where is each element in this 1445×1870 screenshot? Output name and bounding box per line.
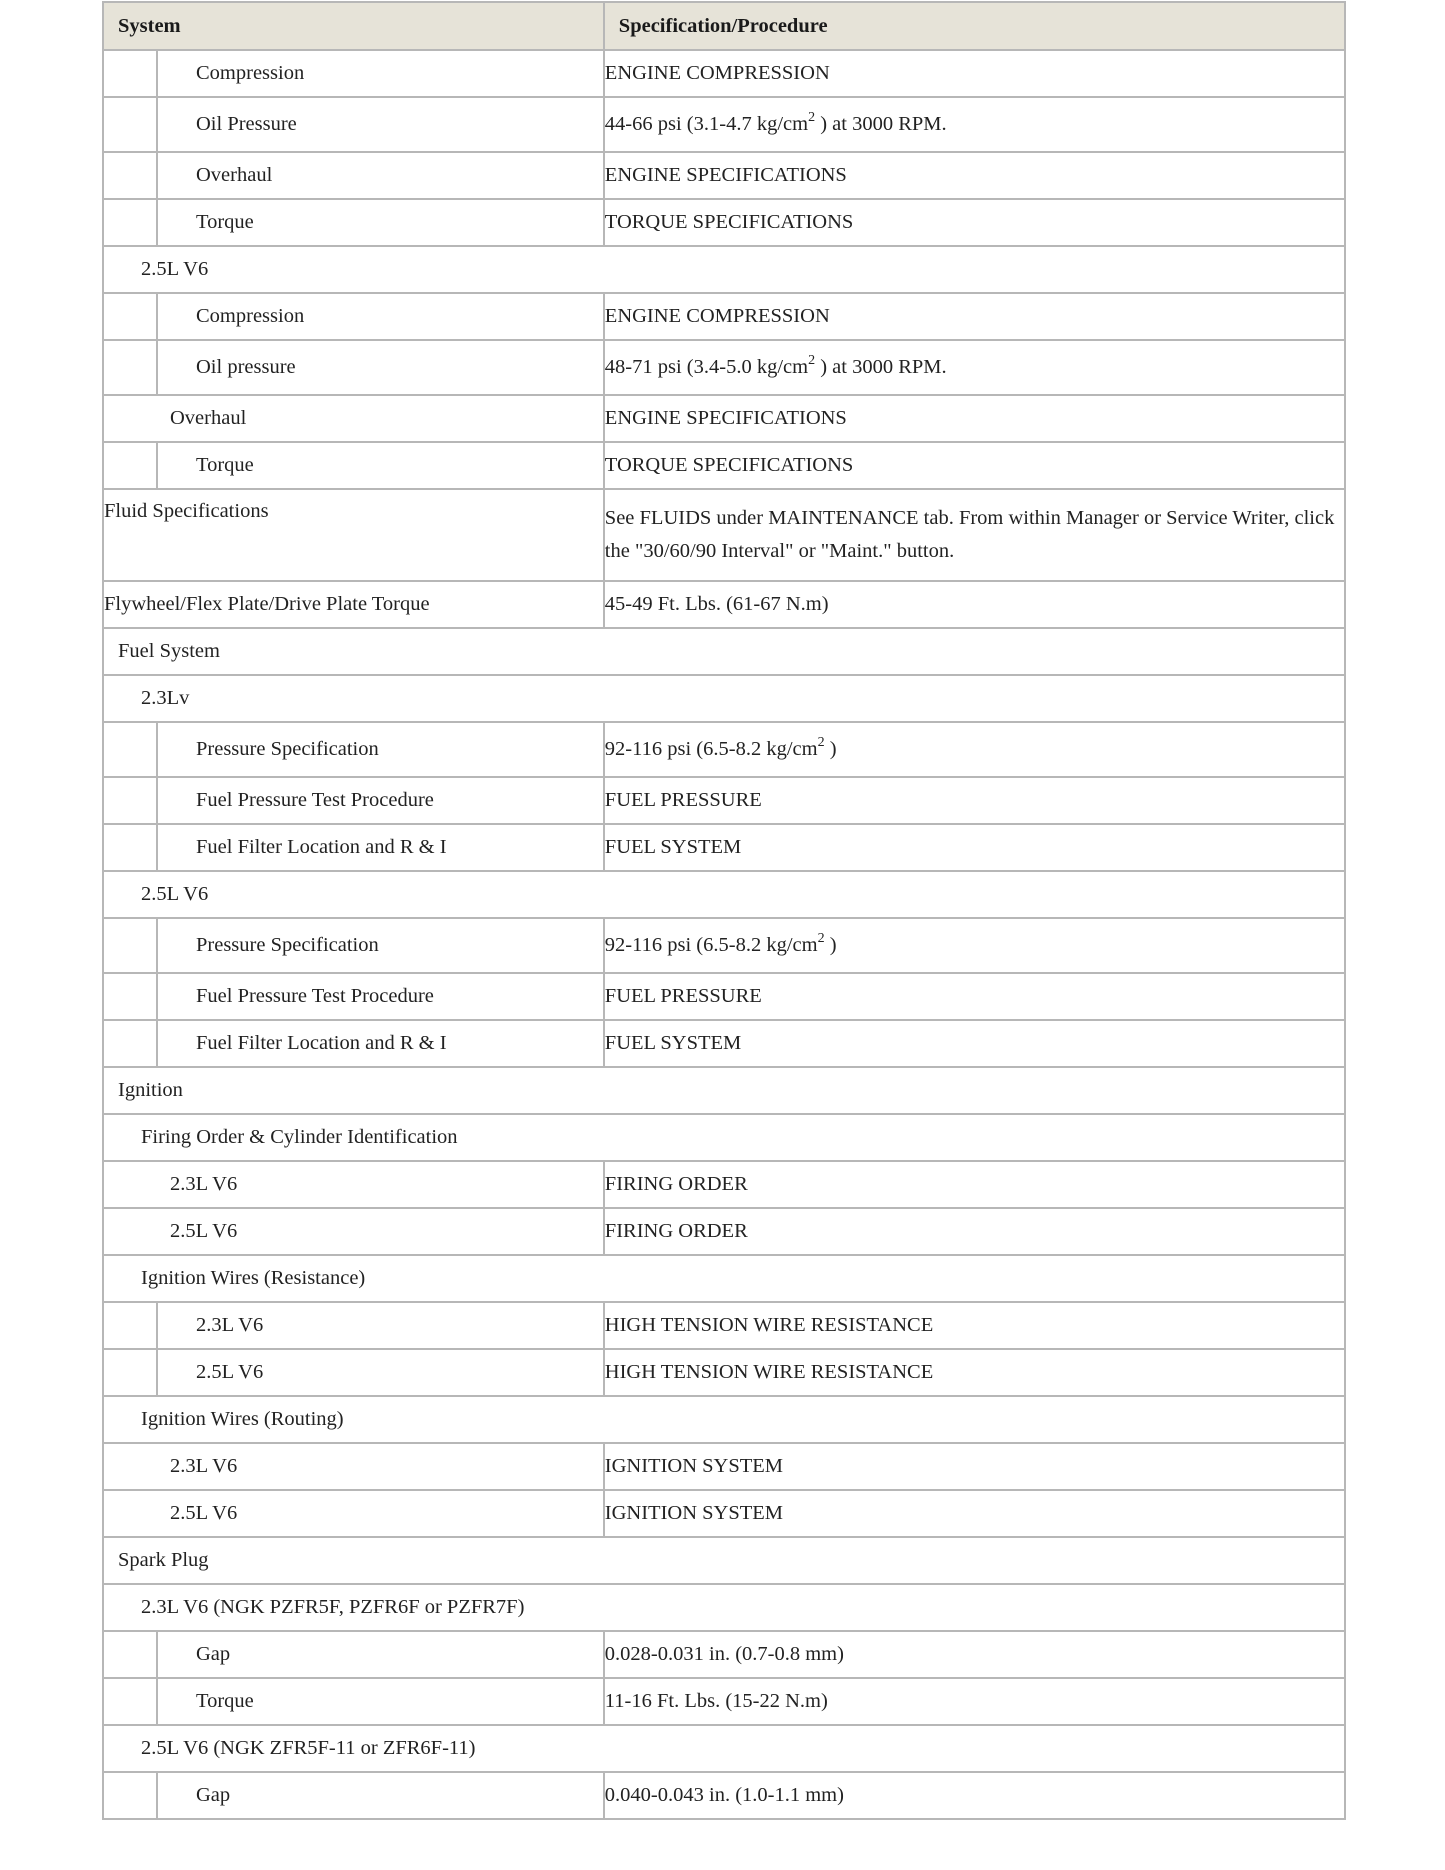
section-label: Ignition (103, 1067, 1345, 1114)
row-label: Overhaul (196, 164, 273, 186)
row-label: Torque (196, 454, 254, 476)
row-label: 2.3L V6 (170, 1173, 238, 1195)
table-header-row (103, 2, 1345, 50)
row-label: 2.3L V6 (170, 1455, 238, 1477)
row-label: Compression (196, 305, 305, 327)
row-value: ENGINE SPECIFICATIONS (604, 395, 1345, 442)
row-value: TORQUE SPECIFICATIONS (604, 442, 1345, 489)
row-label: Torque (196, 1690, 254, 1712)
table-row (103, 442, 1345, 489)
header-specification: Specification/Procedure (604, 2, 1345, 50)
table-row (103, 1255, 1345, 1302)
row-label: 2.3L V6 (196, 1314, 264, 1336)
table-row (103, 489, 1345, 581)
group-label: 2.5L V6 (NGK ZFR5F-11 or ZFR6F-11) (103, 1725, 1345, 1772)
row-label: Gap (196, 1643, 231, 1665)
row-label: Fluid Specifications (103, 489, 604, 581)
table-row (103, 1772, 1345, 1819)
table-row (103, 871, 1345, 918)
table-row (103, 777, 1345, 824)
table-row (103, 152, 1345, 199)
table-row (103, 340, 1345, 395)
table-row (103, 1396, 1345, 1443)
header-system: System (103, 2, 604, 50)
table-row (103, 1678, 1345, 1725)
row-value: HIGH TENSION WIRE RESISTANCE (604, 1349, 1345, 1396)
table-row (103, 1114, 1345, 1161)
row-label: Fuel Pressure Test Procedure (196, 985, 434, 1007)
table-row (103, 1490, 1345, 1537)
row-label: Flywheel/Flex Plate/Drive Plate Torque (103, 581, 604, 628)
row-value: FIRING ORDER (604, 1208, 1345, 1255)
table-row (103, 97, 1345, 152)
row-value: IGNITION SYSTEM (604, 1490, 1345, 1537)
group-label: Ignition Wires (Resistance) (103, 1255, 1345, 1302)
table-row (103, 675, 1345, 722)
group-label: 2.5L V6 (103, 871, 1345, 918)
group-label: Ignition Wires (Routing) (103, 1396, 1345, 1443)
row-label: Overhaul (170, 407, 247, 429)
table-row (103, 1725, 1345, 1772)
table-row (103, 581, 1345, 628)
table-row (103, 246, 1345, 293)
group-label: 2.3L V6 (NGK PZFR5F, PZFR6F or PZFR7F) (103, 1584, 1345, 1631)
row-value: 92-116 psi (6.5-8.2 $kg/cm^2$ ) (604, 722, 1345, 777)
group-label: 2.3Lv (103, 675, 1345, 722)
row-value: ENGINE COMPRESSION (604, 293, 1345, 340)
table-row (103, 1208, 1345, 1255)
row-value: 11-16 Ft. Lbs. (15-22 N.m) (604, 1678, 1345, 1725)
table-row (103, 293, 1345, 340)
row-value: 0.028-0.031 in. (0.7-0.8 mm) (604, 1631, 1345, 1678)
group-label: 2.5L V6 (103, 246, 1345, 293)
row-value: 0.040-0.043 in. (1.0-1.1 mm) (604, 1772, 1345, 1819)
row-label: 2.5L V6 (170, 1502, 238, 1524)
table-row (103, 1537, 1345, 1584)
table-row (103, 824, 1345, 871)
row-value: FUEL PRESSURE (604, 777, 1345, 824)
row-value: TORQUE SPECIFICATIONS (604, 199, 1345, 246)
row-value: 44-66 psi (3.1-4.7 $kg/cm^2$ ) at 3000 RPM. (604, 97, 1345, 152)
table-row (103, 1302, 1345, 1349)
row-value: IGNITION SYSTEM (604, 1443, 1345, 1490)
row-label: Fuel Filter Location and R & I (196, 1032, 447, 1054)
table-row (103, 395, 1345, 442)
section-label: Fuel System (103, 628, 1345, 675)
table-row (103, 50, 1345, 97)
row-value: 92-116 psi (6.5-8.2 $kg/cm^2$ ) (604, 918, 1345, 973)
table-row (103, 1443, 1345, 1490)
table-row (103, 1631, 1345, 1678)
row-value: ENGINE SPECIFICATIONS (604, 152, 1345, 199)
table-row (103, 1161, 1345, 1208)
row-label: Compression (196, 62, 305, 84)
row-label: Torque (196, 211, 254, 233)
row-value: FIRING ORDER (604, 1161, 1345, 1208)
row-label: Fuel Filter Location and R & I (196, 836, 447, 858)
row-value: HIGH TENSION WIRE RESISTANCE (604, 1302, 1345, 1349)
table-row (103, 628, 1345, 675)
row-label: Pressure Specification (196, 738, 379, 760)
table-row (103, 918, 1345, 973)
group-label: Firing Order & Cylinder Identification (103, 1114, 1345, 1161)
table-row (103, 973, 1345, 1020)
row-value: 48-71 psi (3.4-5.0 $kg/cm^2$ ) at 3000 RPM. (604, 340, 1345, 395)
table-row (103, 199, 1345, 246)
row-value: FUEL SYSTEM (604, 1020, 1345, 1067)
row-label: Gap (196, 1784, 231, 1806)
row-value: FUEL PRESSURE (604, 973, 1345, 1020)
row-label: Pressure Specification (196, 934, 379, 956)
specifications-table (102, 1, 1346, 1820)
row-value: ENGINE COMPRESSION (604, 50, 1345, 97)
row-label: Oil pressure (196, 356, 296, 378)
table-row (103, 1584, 1345, 1631)
table-row (103, 1349, 1345, 1396)
row-value: FUEL SYSTEM (604, 824, 1345, 871)
section-label: Spark Plug (103, 1537, 1345, 1584)
row-label: Fuel Pressure Test Procedure (196, 789, 434, 811)
table-row (103, 1067, 1345, 1114)
row-label: 2.5L V6 (196, 1361, 264, 1383)
row-value: 45-49 Ft. Lbs. (61-67 N.m) (604, 581, 1345, 628)
row-label: Oil Pressure (196, 113, 297, 135)
row-label: 2.5L V6 (170, 1220, 238, 1242)
table-row (103, 722, 1345, 777)
row-value: See FLUIDS under MAINTENANCE tab. From within Manager or Service Writer, click the "30/60/90 Interval" or "Maint." button. (604, 489, 1345, 581)
table-row (103, 1020, 1345, 1067)
